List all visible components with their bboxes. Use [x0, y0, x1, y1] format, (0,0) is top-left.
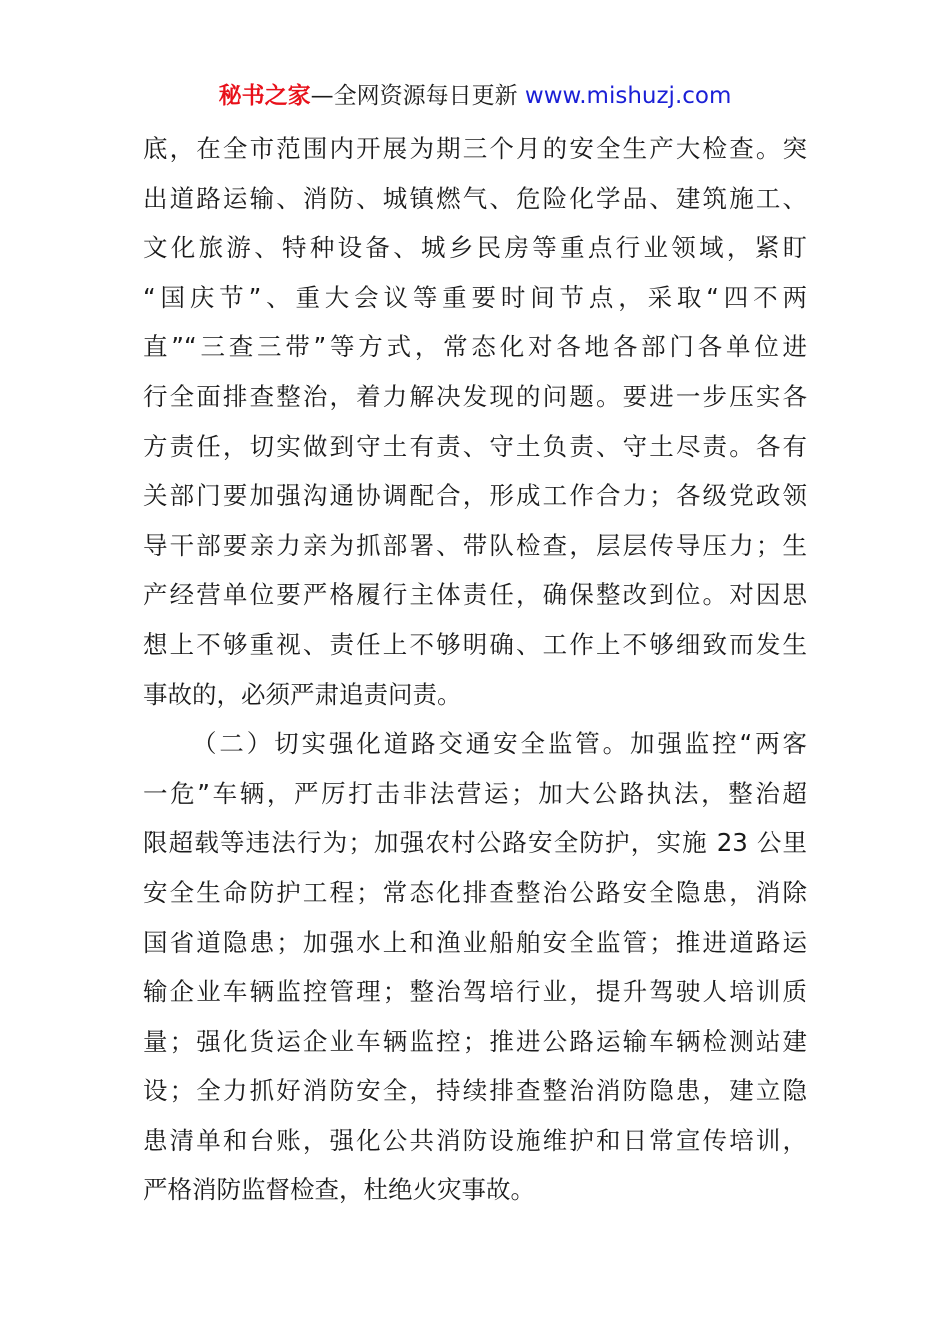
section-road-traffic-safety: [143, 719, 807, 1215]
text-line: 限超载等违法行为；加强农村公路安全防护，实施 23 公里: [143, 828, 807, 858]
text-line: 设；全力抓好消防安全，持续排查整治消防隐患，建立隐: [143, 1076, 807, 1106]
text-line: 行全面排查整治，着力解决发现的问题。要进一步压实各: [143, 381, 807, 411]
text-line: 出道路运输、消防、城镇燃气、危险化学品、建筑施工、: [143, 183, 807, 213]
text-line: 想上不够重视、责任上不够明确、工作上不够细致而发生: [143, 629, 807, 659]
text-line: 产经营单位要严格履行主体责任，确保整改到位。对因思: [143, 580, 807, 610]
brand-name: 秘书之家: [218, 83, 311, 109]
text-line: 安全生命防护工程；常态化排查整治公路安全隐患，消除: [143, 877, 807, 907]
text-line: 底，在全市范围内开展为期三个月的安全生产大检查。突: [143, 134, 807, 163]
document-body: [143, 124, 807, 1215]
section-heading-line: （二）切实强化道路交通安全监管。加强监控“两客: [192, 729, 807, 759]
paragraph-continuation: [143, 124, 807, 719]
text-line: “国庆节”、重大会议等重要时间节点，采取“四不两: [143, 282, 807, 312]
text-line: 导干部要亲力亲为抓部署、带队检查，层层传导压力；生: [143, 530, 807, 560]
text-line: 关部门要加强沟通协调配合，形成工作合力；各级党政领: [143, 481, 807, 511]
site-url-link[interactable]: www.mishuzj.com: [524, 83, 732, 109]
text-line: 量；强化货运企业车辆监控；推进公路运输车辆检测站建: [143, 1026, 807, 1056]
text-line: 文化旅游、特种设备、城乡民房等重点行业领域，紧盯: [143, 233, 807, 263]
site-tagline: —全网资源每日更新: [310, 83, 525, 109]
text-line: 输企业车辆监控管理；整治驾培行业，提升驾驶人培训质: [143, 977, 807, 1007]
site-header: [0, 80, 950, 112]
text-line: 国省道隐患；加强水上和渔业船舶安全监管；推进道路运: [143, 927, 807, 957]
text-line: 患清单和台账，强化公共消防设施维护和日常宣传培训，: [143, 1125, 807, 1155]
text-line: 直”“三查三带”等方式，常态化对各地各部门各单位进: [143, 332, 807, 362]
text-line: 方责任，切实做到守土有责、守土负责、守土尽责。各有: [143, 431, 807, 461]
text-line: 一危”车辆，严厉打击非法营运；加大公路执法，整治超: [143, 778, 807, 808]
text-line: 事故的，必须严肃追责问责。: [143, 679, 462, 709]
text-line: 严格消防监督检查，杜绝火灾事故。: [143, 1175, 535, 1205]
